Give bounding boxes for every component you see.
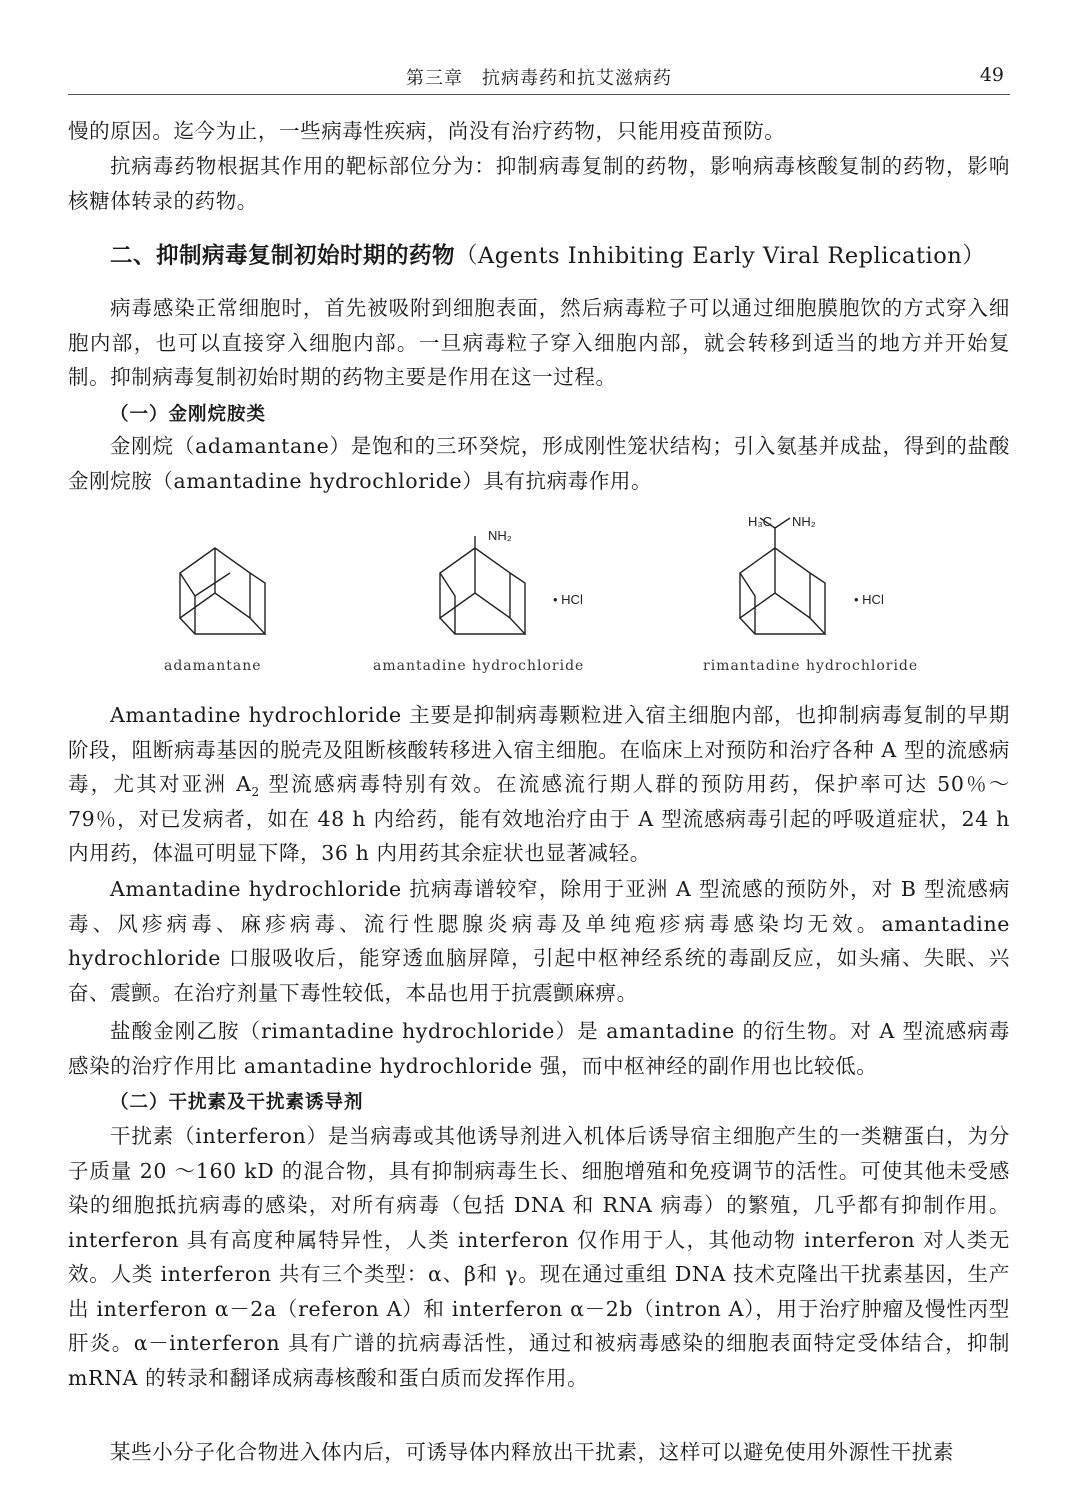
section-heading-cn: 二、抑制病毒复制初始时期的药物 (110, 243, 456, 269)
section-heading (110, 238, 985, 270)
chapter-title: 第三章 抗病毒药和抗艾滋病药 (406, 68, 672, 89)
amantadine-nh2-label: NH₂ (488, 528, 512, 543)
rimantadine-structure (740, 518, 825, 634)
subsection-heading-2: （二）干扰素及干扰素诱导剂 (110, 1092, 364, 1113)
paragraph-2: 抗病毒药物根据其作用的靶标部位分为：抑制病毒复制的药物，影响病毒核酸复制的药物，影响核糖体转录的药物。 (68, 154, 1010, 213)
page-number: 49 (979, 64, 1004, 86)
running-header (68, 58, 1010, 95)
paragraph-7: 盐酸金刚乙胺（rimantadine hydrochloride）是 amantadine 的衍生物。对 A 型流感病毒感染的治疗作用比 amantadine hydrochloride 强，而中枢神经的副作用也比较低。 (68, 1019, 1010, 1078)
paragraph-1: 慢的原因。迄今为止，一些病毒性疾病，尚没有治疗药物，只能用疫苗预防。 (68, 119, 786, 143)
adamantane-structure (180, 548, 265, 634)
subsection-heading-1: （一）金刚烷胺类 (110, 404, 267, 425)
paragraph-5-part2: 型流感病毒特别有效。在流感流行期人群的预防用药，保护率可达 50％～79％，对已发病者，如在 48 h 内给药，能有效地治疗由于 A 型流感病毒引起的呼吸道症状，24 h 内用药，体温可明显下降，36 h 内用药其余症状也显著减轻。 (68, 772, 1010, 865)
section-heading-en: （Agents Inhibiting Early Viral Replication） (455, 243, 986, 269)
caption-amantadine: amantadine hydrochloride (373, 658, 585, 674)
caption-adamantane: adamantane (164, 658, 262, 674)
caption-rimantadine: rimantadine hydrochloride (703, 658, 919, 674)
paragraph-9: 某些小分子化合物进入体内后，可诱导体内释放出干扰素，这样可以避免使用外源性干扰素 (110, 1440, 954, 1464)
paragraph-3: 病毒感染正常细胞时，首先被吸附到细胞表面，然后病毒粒子可以通过细胞膜胞饮的方式穿入细胞内部，也可以直接穿入细胞内部。一旦病毒粒子穿入细胞内部，就会转移到适当的地方并开始复制。抑制病毒复制初始时期的药物主要是作用在这一过程。 (68, 296, 1010, 389)
paragraph-5-part1: Amantadine hydrochloride 主要是抑制病毒颗粒进入宿主细胞内部，也抑制病毒复制的早期阶段，阻断病毒基因的脱壳及阻断核酸转移进入宿主细胞。在临床上对预防和治疗各种 A 型的流感病毒，尤其对亚洲 A (68, 703, 1010, 796)
amantadine-hcl-label: • HCl (553, 592, 583, 607)
amantadine-structure (440, 536, 525, 634)
rimantadine-h3c-label: H₃C (748, 514, 773, 529)
paragraph-8: 干扰素（interferon）是当病毒或其他诱导剂进入机体后诱导宿主细胞产生的一类糖蛋白，为分子质量 20 ～160 kD 的混合物，具有抑制病毒生长、细胞增殖和免疫调节的活性。可使其他未受感染的细胞抵抗病毒的感染，对所有病毒（包括 DNA 和 RNA 病毒）的繁殖，几乎都有抑制作用。interferon 具有高度种属特异性，人类 interferon 仅作用于人，其他动物 interferon 对人类无效。人类 interferon 共有三个类型：α、β和 γ。现在通过重组 DNA 技术克隆出干扰素基因，生产出 interferon α－2a（referon A）和 interferon α－2b（intron A），用于治疗肿瘤及慢性丙型肝炎。α－interferon 具有广谱的抗病毒活性，通过和被病毒感染的细胞表面特定受体结合，抑制 mRNA 的转录和翻译成病毒核酸和蛋白质而发挥作用。 (68, 1124, 1010, 1390)
paragraph-6: Amantadine hydrochloride 抗病毒谱较窄，除用于亚洲 A 型流感的预防外，对 B 型流感病毒、风疹病毒、麻疹病毒、流行性腮腺炎病毒及单纯疱疹病毒感染均无效。amantadine hydrochloride 口服吸收后，能穿透血脑屏障，引起中枢神经系统的毒副反应，如头痛、失眠、兴奋、震颤。在治疗剂量下毒性较低，本品也用于抗震颤麻痹。 (68, 877, 1010, 1005)
rimantadine-hcl-label: • HCl (854, 592, 884, 607)
paragraph-5-subscript: 2 (251, 785, 260, 800)
paragraph-4: 金刚烷（adamantane）是饱和的三环癸烷，形成刚性笼状结构；引入氨基并成盐，得到的盐酸金刚烷胺（amantadine hydrochloride）具有抗病毒作用。 (68, 434, 1010, 493)
structure-figure (68, 500, 1010, 690)
rimantadine-nh2-label: NH₂ (792, 514, 816, 529)
paragraph-5 (68, 698, 1010, 871)
